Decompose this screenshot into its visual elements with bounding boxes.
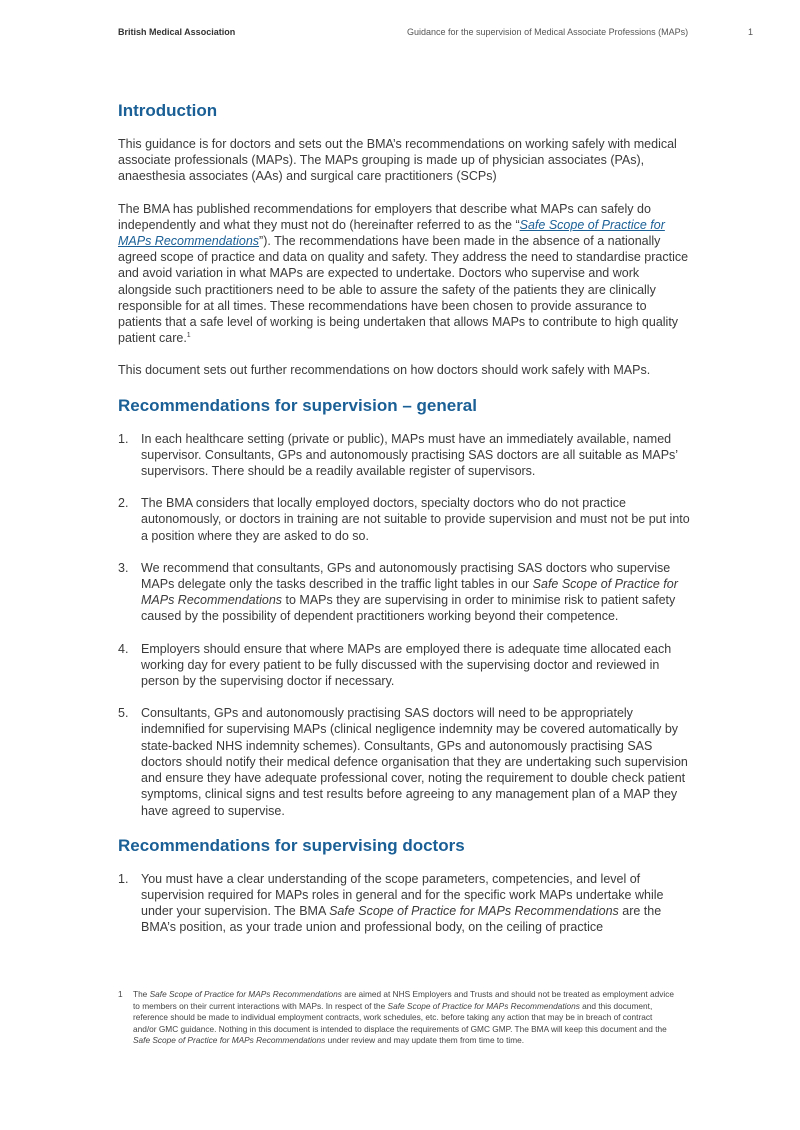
- item-text: Consultants, GPs and autonomously practising SAS doctors will need to be appropriately indemnified for supervising MAPs (clinical negligence indemnity may be covered automatically by state-backed NHS indemnity schemes). Consultants, GPs and autonomously practising SAS doctors should notify their medical defence organisation that they are undertaking such supervision and ensure they have adequate professional cover, noting the requirement to double check patient symptoms, clinical signs and test results before agreeing to any management plan of a MAP they have agreed to supervise.: [141, 706, 688, 818]
- item-text-pre: We recommend that consultants, GPs and autonomously practising SAS doctors who supervise MAPs delegate only the tasks described in the traffic light tables in our: [141, 560, 671, 592]
- item-number: 1.: [118, 431, 129, 446]
- introduction-heading: Introduction: [118, 101, 218, 120]
- item-number: 5.: [118, 706, 129, 721]
- item-number: 3.: [118, 560, 129, 575]
- footnote-part: are aimed at NHS Employers and Trusts and should not be treated as employment advice to members on their current interactions with MAPs. In respect of the: [133, 989, 674, 1011]
- header-document-title: Guidance for the supervision of Medical Associate Professions (MAPs): [407, 27, 689, 37]
- item-text-italic: Safe Scope of Practice for MAPs Recommendations: [141, 577, 678, 608]
- list-item: [118, 495, 693, 544]
- intro-p2-before: The BMA has published recommendations for employers that describe what MAPs can safely do independently and what they must not do (hereinafter referred to as the “: [118, 201, 651, 232]
- item-text-italic: Safe Scope of Practice for MAPs Recommendations: [329, 904, 619, 919]
- general-recommendations-list: [118, 431, 693, 819]
- footnote-text: [118, 989, 678, 1047]
- item-text: In each healthcare setting (private or public), MAPs must have an immediately available, named supervisor. Consultants, GPs and autonomously practising SAS doctors are all suitable as MAPs’ supervisors. There should be a readily available register of supervisors.: [141, 431, 678, 479]
- item-text: Employers should ensure that where MAPs are employed there is adequate time allocated each working day for every patient to be fully discussed with the supervising doctor and reviewed in person by the supervising doctor if necessary.: [141, 641, 672, 689]
- footnote-number: 1: [118, 989, 123, 999]
- footnote-part-italic: Safe Scope of Practice for MAPs Recommendations: [133, 1035, 326, 1045]
- item-text: The BMA considers that locally employed doctors, specialty doctors who do not practice autonomously, or doctors in training are not suitable to provide supervision and must not be put into a position where they are asked to do so.: [141, 496, 690, 543]
- item-number: 4.: [118, 641, 129, 656]
- list-item: [118, 705, 693, 818]
- item-number: 2.: [118, 496, 129, 511]
- footnote-part-italic: Safe Scope of Practice for MAPs Recommendations: [149, 989, 342, 999]
- footnote-part: and this document, reference should be made to individual employment contracts, work schedules, etc. before taking any action that may be in breach of contract and/or GMC guidance. Nothing in this document is intended to displace the requirements of GMC GMP. The BMA will keep this document and the: [133, 1000, 667, 1034]
- footnote-part: The: [133, 989, 150, 999]
- intro-paragraph-3: This document sets out further recommendations on how doctors should work safely with MAPs.: [118, 363, 651, 378]
- item-text-pre: You must have a clear understanding of the scope parameters, competencies, and level of supervision required for MAPs roles in general and for the specific work MAPs undertake while under your supervision. The BMA: [141, 871, 664, 919]
- item-number: 1.: [118, 871, 129, 886]
- header-organisation: British Medical Association: [118, 27, 236, 37]
- intro-paragraph-2: [118, 201, 693, 347]
- footnote-part: under review and may update them from time to time.: [325, 1035, 525, 1045]
- list-item: [118, 871, 693, 936]
- intro-p2-after: ”). The recommendations have been made in the absence of a nationally agreed scope of practice and data on quality and safety. They address the need to standardise practice and avoid variation in what MAPs are expected to undertake. Doctors who supervise and work alongside such practitioners need to be able to assure the safety of the patients they are clinically responsible for at all times. These recommendations have been chosen to provide assurance to patients that a safe level of working is being undertaken that allows MAPs to contribute to high quality patient care.: [118, 234, 689, 346]
- item-text-post: are the BMA’s position, as your trade union and professional body, on the ceiling of practice: [141, 904, 662, 935]
- list-item: [118, 641, 693, 690]
- item-text-post: to MAPs they are supervising in order to minimise risk to patient safety caused by the possibility of dependent practitioners working beyond their competence.: [141, 593, 676, 624]
- footnote-ref: 1: [186, 332, 191, 340]
- general-recommendations-heading: Recommendations for supervision – general: [118, 395, 477, 415]
- main-content: [118, 100, 693, 952]
- safe-scope-link[interactable]: Safe Scope of Practice for MAPs Recommendations: [118, 217, 665, 249]
- list-item: [118, 431, 693, 480]
- footnote: [118, 989, 678, 1047]
- supervising-doctors-list: [118, 871, 693, 936]
- footnote-part-italic: Safe Scope of Practice for MAPs Recommendations: [387, 1000, 580, 1011]
- list-item: [118, 560, 693, 625]
- supervising-doctors-heading: Recommendations for supervising doctors: [118, 835, 465, 855]
- page-number: 1: [748, 27, 754, 37]
- intro-paragraph-1: This guidance is for doctors and sets out the BMA’s recommendations on working safely with medical associate professionals (MAPs). The MAPs grouping is made up of physician associates (PAs), anaesthesia associates (AAs) and surgical care practitioners (SCPs): [118, 137, 677, 184]
